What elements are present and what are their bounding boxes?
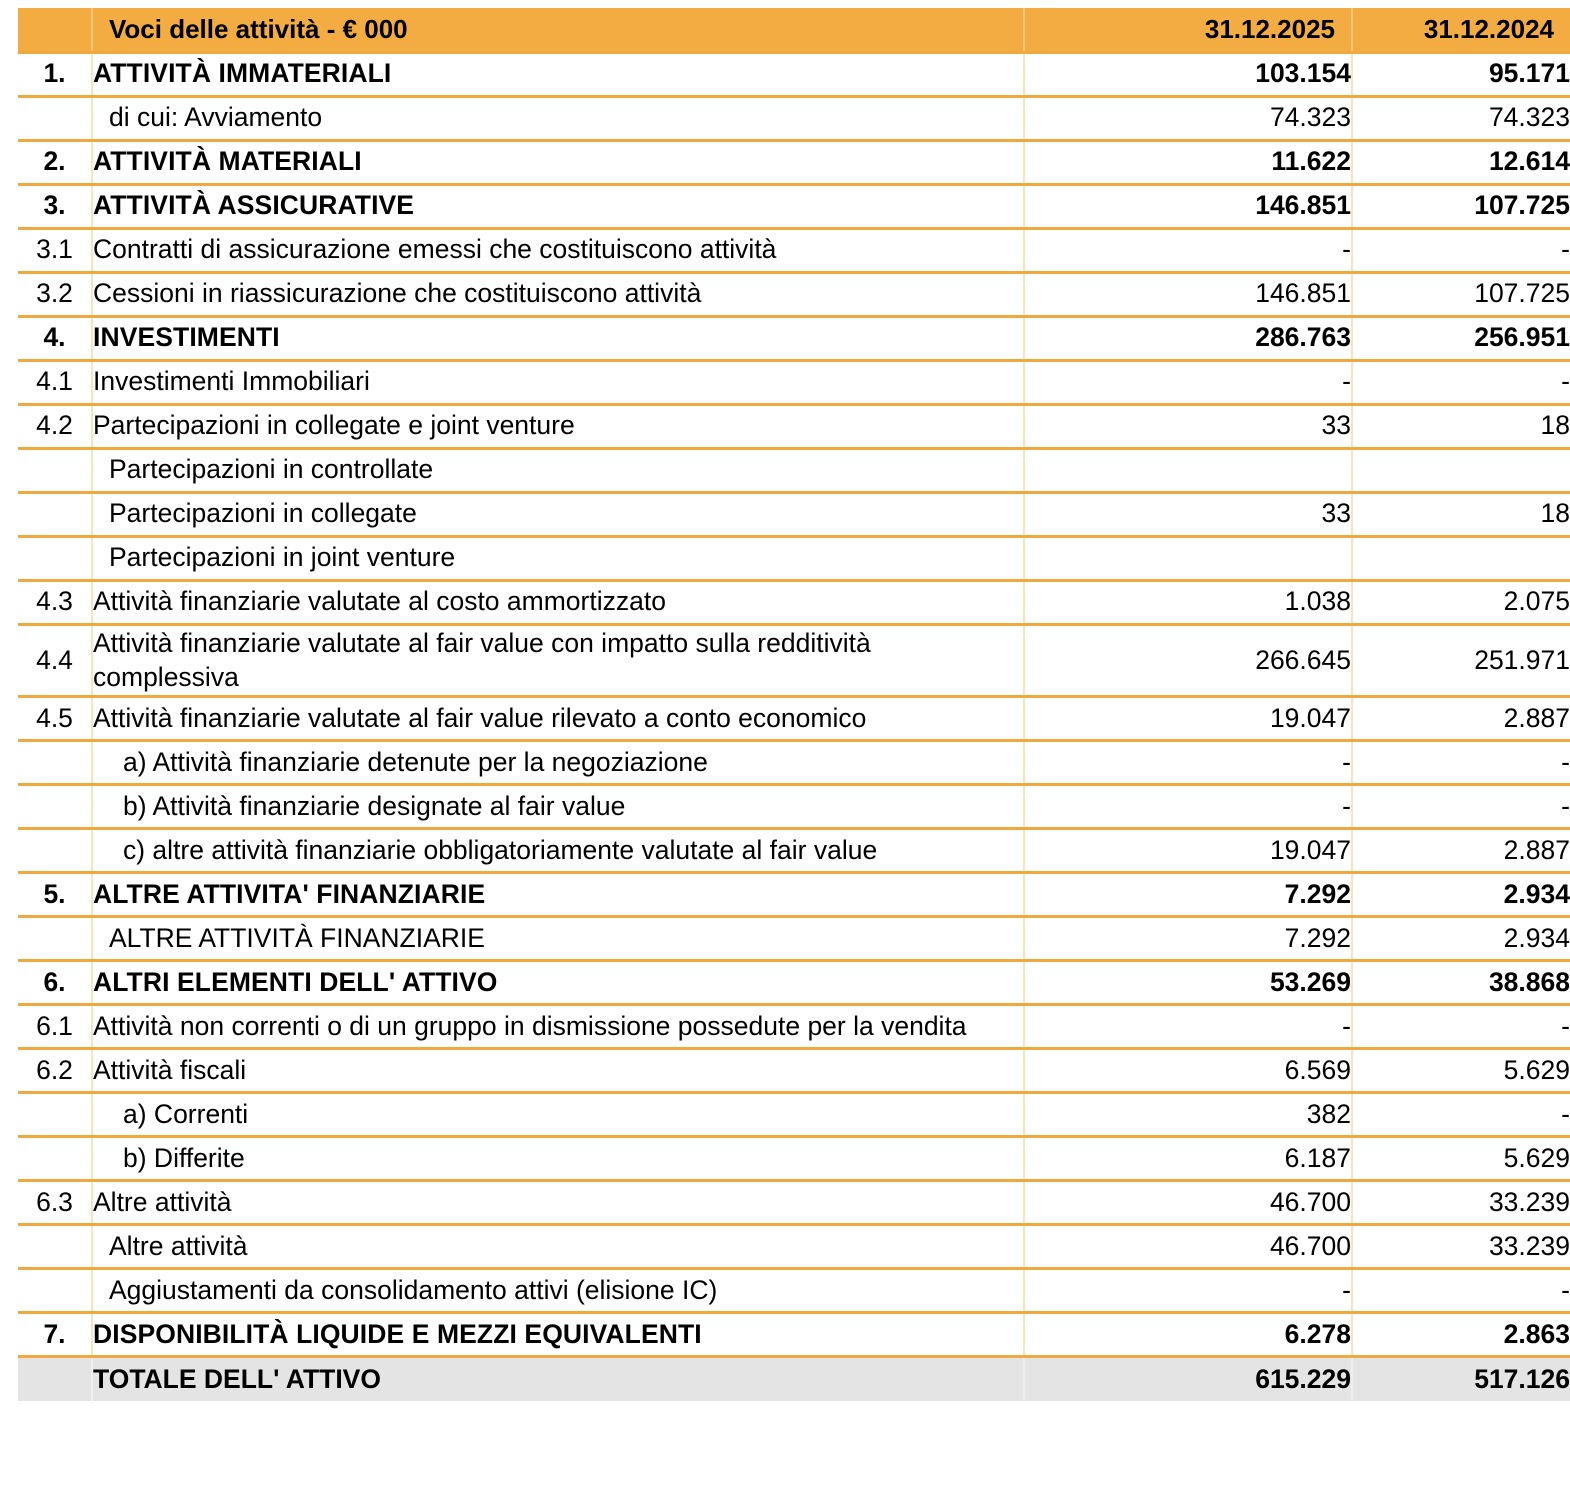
row-label: Contratti di assicurazione emessi che costituiscono attività: [92, 228, 1024, 272]
table-row: [18, 1225, 1570, 1269]
table-row: [18, 316, 1570, 360]
row-value-2025: 46.700: [1024, 1181, 1352, 1225]
row-label: TOTALE DELL' ATTIVO: [92, 1357, 1024, 1401]
row-value-2024: [1352, 536, 1570, 580]
row-value-2025: 33: [1024, 404, 1352, 448]
row-value-2025: 19.047: [1024, 829, 1352, 873]
table-header: [18, 8, 1570, 52]
row-number: 4.5: [18, 697, 92, 741]
table-row: [18, 52, 1570, 96]
table-row: [18, 580, 1570, 624]
row-value-2024: 107.725: [1352, 272, 1570, 316]
row-value-2024: 2.887: [1352, 697, 1570, 741]
row-value-2024: -: [1352, 1269, 1570, 1313]
row-label: ATTIVITÀ IMMATERIALI: [92, 52, 1024, 96]
row-value-2025: 266.645: [1024, 624, 1352, 697]
row-value-2024: 74.323: [1352, 96, 1570, 140]
row-value-2025: 6.278: [1024, 1313, 1352, 1357]
table-row: [18, 96, 1570, 140]
table-row: [18, 1005, 1570, 1049]
row-value-2024: 18: [1352, 492, 1570, 536]
table-row: [18, 448, 1570, 492]
row-value-2024: 2.934: [1352, 873, 1570, 917]
row-value-2025: 286.763: [1024, 316, 1352, 360]
row-number: [18, 1357, 92, 1401]
row-label: Attività finanziarie valutate al fair value con impatto sulla redditività complessiva: [92, 624, 1024, 697]
row-number: 6.1: [18, 1005, 92, 1049]
row-value-2025: 6.187: [1024, 1137, 1352, 1181]
row-label: Attività finanziarie valutate al costo ammortizzato: [92, 580, 1024, 624]
row-label: ALTRI ELEMENTI DELL' ATTIVO: [92, 961, 1024, 1005]
row-number: [18, 1225, 92, 1269]
row-label: ATTIVITÀ ASSICURATIVE: [92, 184, 1024, 228]
row-number: [18, 785, 92, 829]
table-row: [18, 140, 1570, 184]
row-number: 4.1: [18, 360, 92, 404]
row-label: di cui: Avviamento: [92, 96, 1024, 140]
row-number: [18, 1137, 92, 1181]
row-number: 4.3: [18, 580, 92, 624]
row-value-2024: 18: [1352, 404, 1570, 448]
table-row: [18, 536, 1570, 580]
header-row: [18, 8, 1570, 52]
row-value-2025: 33: [1024, 492, 1352, 536]
table-row: [18, 785, 1570, 829]
row-label: a) Attività finanziarie detenute per la negoziazione: [92, 741, 1024, 785]
row-value-2024: -: [1352, 360, 1570, 404]
row-value-2024: 251.971: [1352, 624, 1570, 697]
row-number: [18, 96, 92, 140]
table-row: [18, 961, 1570, 1005]
table-row-total: [18, 1357, 1570, 1401]
row-value-2025: 11.622: [1024, 140, 1352, 184]
row-value-2024: 33.239: [1352, 1181, 1570, 1225]
table-row: [18, 741, 1570, 785]
row-value-2024: -: [1352, 741, 1570, 785]
row-label: Altre attività: [92, 1181, 1024, 1225]
balance-sheet-assets-table-page: [0, 8, 1570, 1510]
row-label: ALTRE ATTIVITA' FINANZIARIE: [92, 873, 1024, 917]
row-label: Partecipazioni in controllate: [92, 448, 1024, 492]
row-value-2024: 107.725: [1352, 184, 1570, 228]
row-number: 6.3: [18, 1181, 92, 1225]
table-row: [18, 228, 1570, 272]
row-value-2025: -: [1024, 360, 1352, 404]
row-label: Attività fiscali: [92, 1049, 1024, 1093]
header-col-2024: 31.12.2024: [1352, 8, 1570, 52]
row-value-2025: 382: [1024, 1093, 1352, 1137]
row-value-2024: -: [1352, 228, 1570, 272]
row-value-2025: 74.323: [1024, 96, 1352, 140]
row-value-2024: 517.126: [1352, 1357, 1570, 1401]
row-label: DISPONIBILITÀ LIQUIDE E MEZZI EQUIVALENTI: [92, 1313, 1024, 1357]
row-number: 2.: [18, 140, 92, 184]
row-label: Partecipazioni in collegate e joint venture: [92, 404, 1024, 448]
row-value-2024: 5.629: [1352, 1049, 1570, 1093]
table-row: [18, 360, 1570, 404]
row-number: [18, 1093, 92, 1137]
row-label: Aggiustamenti da consolidamento attivi (elisione IC): [92, 1269, 1024, 1313]
row-number: 4.4: [18, 624, 92, 697]
row-number: 3.1: [18, 228, 92, 272]
table-row: [18, 1313, 1570, 1357]
header-label-cell: Voci delle attività - € 000: [92, 8, 1024, 52]
row-label: c) altre attività finanziarie obbligatoriamente valutate al fair value: [92, 829, 1024, 873]
row-value-2024: 95.171: [1352, 52, 1570, 96]
row-value-2024: 2.863: [1352, 1313, 1570, 1357]
row-value-2024: 5.629: [1352, 1137, 1570, 1181]
row-number: 7.: [18, 1313, 92, 1357]
table-row: [18, 917, 1570, 961]
row-label: b) Differite: [92, 1137, 1024, 1181]
row-value-2025: 19.047: [1024, 697, 1352, 741]
assets-table: [18, 8, 1570, 1401]
table-body: [18, 52, 1570, 1401]
header-col-2025: 31.12.2025: [1024, 8, 1352, 52]
row-label: Investimenti Immobiliari: [92, 360, 1024, 404]
row-value-2025: 7.292: [1024, 873, 1352, 917]
table-row: [18, 624, 1570, 697]
row-value-2024: 256.951: [1352, 316, 1570, 360]
row-value-2024: 2.934: [1352, 917, 1570, 961]
table-row: [18, 829, 1570, 873]
row-value-2024: -: [1352, 1093, 1570, 1137]
row-value-2024: 12.614: [1352, 140, 1570, 184]
row-number: 5.: [18, 873, 92, 917]
row-value-2024: 2.887: [1352, 829, 1570, 873]
row-number: 3.: [18, 184, 92, 228]
row-value-2024: 38.868: [1352, 961, 1570, 1005]
row-value-2024: [1352, 448, 1570, 492]
row-value-2025: -: [1024, 741, 1352, 785]
row-value-2025: 46.700: [1024, 1225, 1352, 1269]
row-value-2025: -: [1024, 1269, 1352, 1313]
row-number: [18, 536, 92, 580]
row-number: 4.2: [18, 404, 92, 448]
row-number: [18, 1269, 92, 1313]
row-number: [18, 492, 92, 536]
row-label: b) Attività finanziarie designate al fair value: [92, 785, 1024, 829]
table-row: [18, 1181, 1570, 1225]
row-value-2025: 53.269: [1024, 961, 1352, 1005]
row-number: 4.: [18, 316, 92, 360]
row-value-2025: -: [1024, 228, 1352, 272]
row-value-2025: 6.569: [1024, 1049, 1352, 1093]
row-value-2024: -: [1352, 1005, 1570, 1049]
row-number: [18, 741, 92, 785]
row-number: 1.: [18, 52, 92, 96]
row-value-2025: 615.229: [1024, 1357, 1352, 1401]
row-label: a) Correnti: [92, 1093, 1024, 1137]
table-row: [18, 1269, 1570, 1313]
table-row: [18, 184, 1570, 228]
row-number: 6.2: [18, 1049, 92, 1093]
row-label: Attività finanziarie valutate al fair value rilevato a conto economico: [92, 697, 1024, 741]
row-number: 6.: [18, 961, 92, 1005]
row-value-2025: 1.038: [1024, 580, 1352, 624]
row-value-2025: -: [1024, 785, 1352, 829]
table-row: [18, 697, 1570, 741]
table-row: [18, 1049, 1570, 1093]
table-row: [18, 1093, 1570, 1137]
row-number: [18, 917, 92, 961]
table-row: [18, 492, 1570, 536]
row-value-2024: 33.239: [1352, 1225, 1570, 1269]
row-value-2025: 7.292: [1024, 917, 1352, 961]
row-value-2024: -: [1352, 785, 1570, 829]
row-value-2025: [1024, 536, 1352, 580]
row-value-2025: -: [1024, 1005, 1352, 1049]
row-label: INVESTIMENTI: [92, 316, 1024, 360]
row-label: Altre attività: [92, 1225, 1024, 1269]
row-value-2025: [1024, 448, 1352, 492]
row-label: Cessioni in riassicurazione che costituiscono attività: [92, 272, 1024, 316]
row-label: Partecipazioni in collegate: [92, 492, 1024, 536]
table-row: [18, 1137, 1570, 1181]
row-label: Partecipazioni in joint venture: [92, 536, 1024, 580]
table-row: [18, 404, 1570, 448]
row-label: Attività non correnti o di un gruppo in dismissione possedute per la vendita: [92, 1005, 1024, 1049]
row-label: ALTRE ATTIVITÀ FINANZIARIE: [92, 917, 1024, 961]
header-number-cell: [18, 8, 92, 52]
row-value-2024: 2.075: [1352, 580, 1570, 624]
table-row: [18, 272, 1570, 316]
row-label: ATTIVITÀ MATERIALI: [92, 140, 1024, 184]
row-value-2025: 103.154: [1024, 52, 1352, 96]
row-value-2025: 146.851: [1024, 272, 1352, 316]
table-row: [18, 873, 1570, 917]
row-value-2025: 146.851: [1024, 184, 1352, 228]
row-number: [18, 829, 92, 873]
row-number: [18, 448, 92, 492]
row-number: 3.2: [18, 272, 92, 316]
